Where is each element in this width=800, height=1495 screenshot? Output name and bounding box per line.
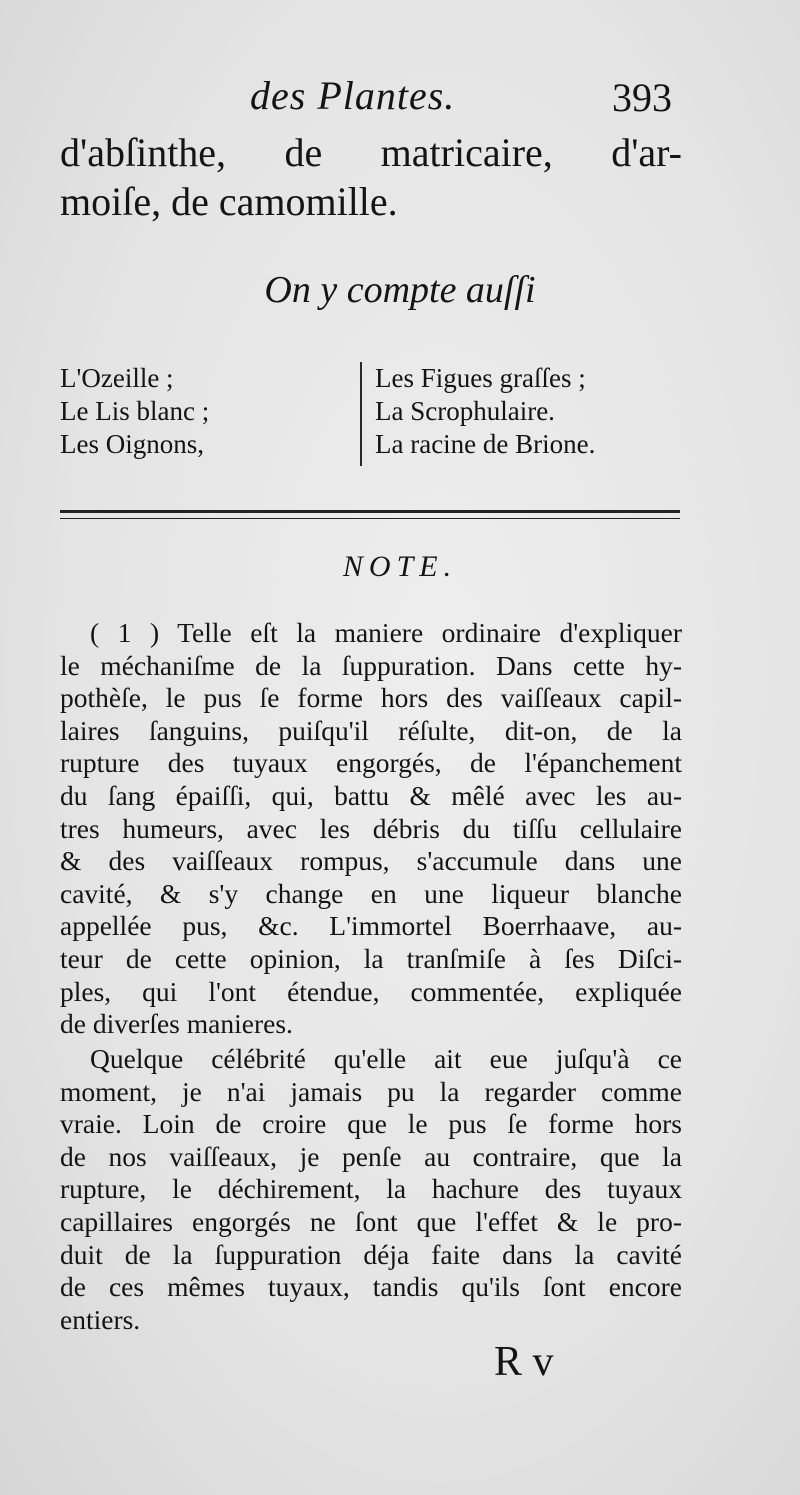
plant-list-left-column: [60, 362, 350, 461]
text-line: Quelque célébrité qu'elle ait eue juſqu'à ce: [90, 1043, 682, 1074]
list-item: L'Ozeille ;: [60, 363, 174, 393]
list-item: La racine de Brione.: [375, 429, 596, 459]
text-line: duit de la ſuppuration déja faite dans la cavité: [60, 1238, 682, 1270]
list-item: Les Oignons,: [60, 429, 204, 459]
list-item: Les Figues graſſes ;: [375, 363, 586, 393]
column-divider: [360, 362, 362, 466]
text-line: cavité, & s'y change en une liqueur blanche: [60, 877, 682, 909]
plant-list-right-column: [375, 362, 675, 461]
text-line: d'abſinthe, de matricaire, d'ar-: [60, 130, 682, 175]
section-rule: [60, 510, 680, 519]
text-line: de diverſes manieres.: [60, 1008, 293, 1040]
text-line: & des vaiſſeaux rompus, s'accumule dans une: [60, 845, 682, 877]
signature-mark: R v: [494, 1339, 554, 1385]
text-line: entiers.: [60, 1303, 141, 1335]
text-line: de nos vaiſſeaux, je penſe au contraire, que la: [60, 1140, 682, 1172]
note-heading: NOTE.: [342, 550, 458, 583]
text-line: le méchaniſme de la ſuppuration. Dans cette hy-: [60, 649, 682, 681]
page-number: 393: [612, 75, 672, 120]
page-header: [0, 70, 800, 130]
text-line: rupture des tuyaux engorgés, de l'épanchement: [60, 747, 682, 779]
note-paragraph-2: [60, 1043, 682, 1336]
note-paragraph-1: [60, 617, 682, 1041]
text-line: vraie. Loin de croire que le pus ſe forme hors: [60, 1108, 682, 1140]
text-line: moiſe, de camomille.: [60, 179, 398, 224]
text-line: de ces mêmes tuyaux, tandis qu'ils ſont encore: [60, 1271, 682, 1303]
text-line: appellée pus, &c. L'immortel Boerrhaave, au-: [60, 910, 682, 942]
text-line: ples, qui l'ont étendue, commentée, expliquée: [60, 975, 682, 1007]
text-line: teur de cette opinion, la tranſmiſe à ſes Diſci-: [60, 942, 682, 974]
text-line: laires ſanguins, puiſqu'il réſulte, dit-on, de la: [60, 714, 682, 746]
text-line: moment, je n'ai jamais pu la regarder comme: [60, 1075, 682, 1107]
subheading: On y compte auſſi: [264, 269, 536, 311]
text-line: du ſang épaiſſi, qui, battu & mêlé avec les au-: [60, 779, 682, 811]
list-item: Le Lis blanc ;: [60, 396, 210, 426]
text-line: rupture, le déchirement, la hachure des tuyaux: [60, 1173, 682, 1205]
text-line: ( 1 ) Telle eſt la maniere ordinaire d'expliquer: [90, 617, 682, 648]
running-title: des Plantes.: [250, 73, 456, 118]
intro-paragraph: [60, 128, 682, 226]
list-item: La Scrophulaire.: [375, 396, 555, 426]
text-line: capillaires engorgés ne ſont que l'effet & le pro-: [60, 1205, 682, 1237]
text-line: tres humeurs, avec les débris du tiſſu cellulaire: [60, 812, 682, 844]
text-line: pothèſe, le pus ſe forme hors des vaiſſeaux capil-: [60, 682, 682, 714]
